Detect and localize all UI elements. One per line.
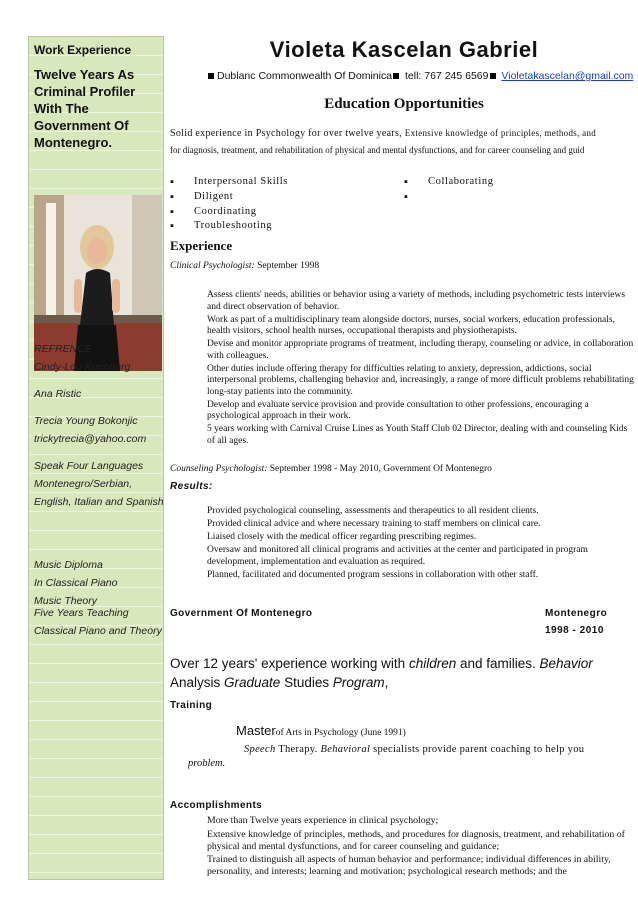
summary-text: Studies	[280, 675, 333, 690]
accomplishments-list	[207, 815, 635, 880]
employer-years: 1998 - 2010	[545, 625, 604, 636]
list-item: ➢ More than Twelve years experience in clinical psychology;	[207, 815, 635, 827]
experience-summary	[170, 654, 636, 692]
training-text: Therapy.	[275, 744, 321, 755]
teaching-text: Five Years Teaching Classical Piano and Theory	[34, 607, 162, 637]
employer-name: Government Of Montenegro	[170, 608, 313, 619]
list-item: ➢ Trained to distinguish all aspects of human behavior and performance; individual differences in ability, personality, and interests; learning and motivation; psychological research methods; and the	[207, 854, 635, 878]
job-title: Clinical Psychologist:	[170, 261, 255, 271]
list-item: ➢ Work as part of a multidisciplinary team alongside doctors, nurses, social workers, education professionals, health visitors, school health nurses, occupational therapists and physiotherapists.	[207, 315, 635, 338]
reference-item: Trecia Young Bokonjic	[34, 415, 138, 427]
summary-text: Analysis	[170, 675, 225, 690]
training-text: Behavioral	[320, 744, 371, 755]
summary-text: ,	[384, 675, 389, 690]
education-heading: Education Opportunities	[324, 96, 484, 112]
training-heading: Training	[170, 700, 213, 711]
results-heading: Results:	[170, 481, 213, 492]
list-item: ➢ Planned, facilitated and documented program sessions in collaboration with other staff.	[207, 570, 635, 582]
summary-text: Extensive knowledge of principles, methods, and	[404, 128, 597, 138]
list-item: ➢ 5 years working with Carnival Cruise Lines as Youth Staff Club 02 Director, dealing with and counseling Kids of all ages.	[207, 424, 635, 447]
reference-email: trickytrecia@yahoo.com	[34, 433, 147, 445]
skill-item: ▪ Coordinating	[194, 206, 257, 217]
training-text: Speech	[244, 744, 276, 755]
phone: tell: 767 245 6569	[405, 70, 489, 82]
employer-location: Montenegro	[545, 608, 608, 619]
music-item: Music Diploma	[34, 559, 103, 571]
job-title-line	[170, 261, 638, 271]
summary-text: Graduate	[224, 675, 281, 690]
list-item: ➢ Provided psychological counseling, assessments and therapeutics to all resident clients.	[207, 506, 635, 518]
training-text: problem.	[188, 758, 226, 769]
job-duties-list	[207, 290, 635, 449]
candidate-name: Violeta Kascelan Gabriel	[269, 37, 539, 62]
list-item: ➢ Other duties include offering therapy for difficulties relating to anxiety, depression, addictions, social interpersonal problems, challenging behavior and, increasingly, a range of more difficult problems rehabilitating long-stay patients into the community.	[207, 364, 635, 399]
languages-text: Speak Four Languages Montenegro/Serbian, English, Italian and Spanish	[34, 460, 164, 508]
reference-item: Cindy-Lou Koenberg	[34, 361, 131, 373]
list-item: ➢ Liaised closely with the medical officer regarding prescribing regimes.	[207, 532, 635, 544]
square-bullet-icon	[393, 73, 399, 79]
summary-text: Behavior	[539, 656, 593, 671]
reference-item: Ana Ristic	[34, 388, 82, 400]
address: Dublanc Commonwealth Of Dominica	[217, 70, 393, 82]
training-description	[244, 744, 638, 755]
list-item: ➢ Devise and monitor appropriate programs of treatment, including therapy, counseling or advice, in collaboration with colleagues.	[207, 339, 635, 362]
summary-line: for diagnosis, treatment, and rehabilitation of physical and mental dysfunctions, and for career counseling and guid	[170, 145, 585, 155]
list-item: ➢ Provided clinical advice and where necessary training to staff members on clinical care.	[207, 519, 635, 531]
accomplishments-heading: Accomplishments	[170, 800, 263, 811]
skill-item: ▪ Interpersonal Skills	[194, 176, 288, 187]
degree-text: of Arts in Psychology (June 1991)	[275, 728, 406, 738]
list-item: ➢ Develop and evaluate service provision and provide consultation to other professions, encouraging a psychological approach in their work.	[207, 400, 635, 423]
degree-line	[236, 722, 636, 740]
skill-item: ▪ Collaborating	[428, 176, 494, 187]
work-experience-title: Twelve Years As Criminal Profiler With The Government Of Montenegro.	[34, 67, 136, 150]
skill-item: ▪ Diligent	[194, 191, 233, 202]
square-bullet-icon	[490, 73, 496, 79]
list-item: ➢ Oversaw and monitored all clinical programs and activities at the center and participated in program development, implementation and evaluation as required.	[207, 545, 635, 568]
contact-line	[207, 70, 638, 82]
music-item: In Classical Piano	[34, 577, 118, 589]
square-bullet-icon	[208, 73, 214, 79]
degree-text: Master	[236, 723, 276, 738]
experience-heading: Experience	[170, 238, 233, 253]
skill-item: ▪ Troubleshooting	[194, 220, 272, 231]
list-item: ➢ Assess clients' needs, abilities or behavior using a variety of methods, including psychometric tests interviews and direct observation of behavior.	[207, 290, 635, 313]
music-item: Music Theory	[34, 595, 98, 607]
job-title-line	[170, 464, 638, 474]
summary-text: and families.	[456, 656, 540, 671]
job-title: Counseling Psychologist:	[170, 464, 268, 474]
summary-text: Over 12 years' experience working with	[170, 656, 409, 671]
job-date: September 1998 - May 2010, Government Of Montenegro	[269, 464, 492, 474]
references-heading: REFRENCE	[34, 343, 92, 355]
list-item: ➢ Extensive knowledge of principles, methods, and procedures for diagnosis, treatment, and rehabilitation of physical and mental dysfunctions, and for career counseling and guidance;	[207, 829, 635, 853]
summary-text: Solid experience in Psychology for over twelve years,	[170, 128, 402, 139]
training-text: specialists provide parent coaching to help you	[370, 744, 585, 755]
email-link[interactable]: Violetakascelan@gmail.com	[501, 70, 634, 82]
job-date: September 1998	[257, 261, 320, 271]
work-experience-heading: Work Experience	[34, 43, 132, 57]
summary-text: Program	[332, 675, 385, 690]
summary-line	[170, 128, 638, 139]
results-list	[207, 506, 635, 583]
sidebar	[28, 36, 164, 880]
summary-text: children	[408, 656, 457, 671]
